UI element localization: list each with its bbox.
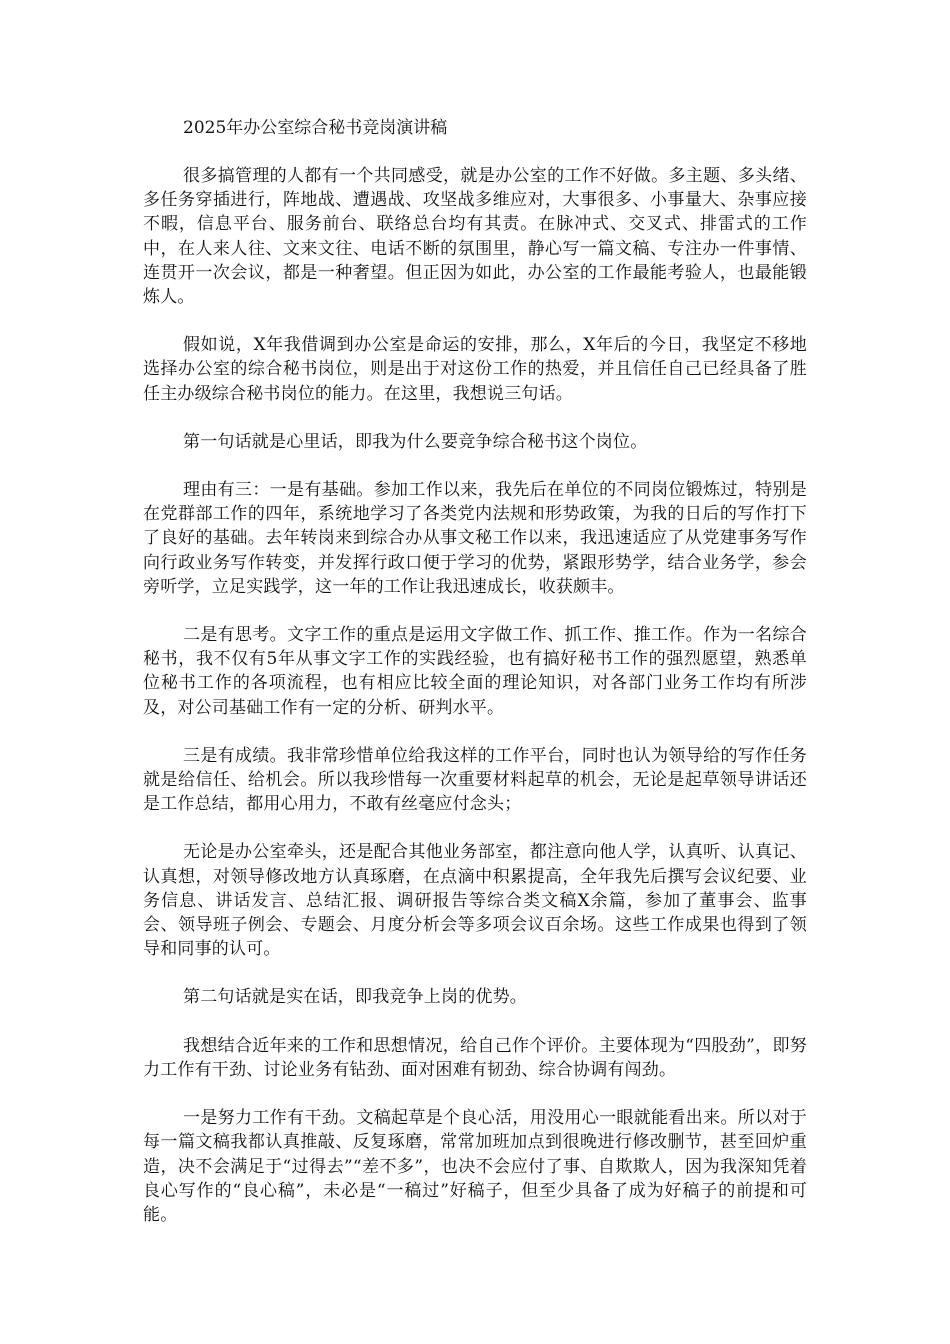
paragraph-choice: 假如说，X年我借调到办公室是命运的安排，那么，X年后的今日，我坚定不移地选择办公室的综合秘书岗位，则是出于对这份工作的热爱，并且信任自己已经具备了胜任主办级综合秘书岗位的能力。在这里，我想说三句话。 [143, 335, 807, 404]
paragraph-reason-achievement: 三是有成绩。我非常珍惜单位给我这样的工作平台，同时也认为领导给的写作任务就是给信任、给机会。所以我珍惜每一次重要材料起草的机会，无论是起草领导讲话还是工作总结，都用心用力，不敢有丝毫应付念头； [143, 745, 807, 815]
paragraph-first-point: 第一句话就是心里话，即我为什么要竞争综合秘书这个岗位。 [183, 431, 648, 452]
document-title: 2025年办公室综合秘书竞岗演讲稿 [183, 118, 448, 138]
paragraph-drive: 一是努力工作有干劲。文稿起草是个良心活，用没用心一眼就能看出来。所以对于每一篇文稿我都认真推敲、反复琢磨，常常加班加点到很晚进行修改删节，甚至回炉重造，决不会满足于“过得去”“差不多”，也决不会应付了事、自欺欺人，因为我深知凭着良心写作的“良心稿”，未必是“一稿过”好稿子，但至少具备了成为好稿子的前提和可能。 [143, 1108, 807, 1225]
paragraph-reason-thinking: 二是有思考。文字工作的重点是运用文字做工作、抓工作、推工作。作为一名综合秘书，我不仅有5年从事文字工作的实践经验，也有搞好秘书工作的强烈愿望，熟悉单位秘书工作的各项流程，也有相应比较全面的理论知识，对各部门业务工作均有所涉及，对公司基础工作有一定的分析、研判水平。 [143, 625, 807, 718]
paragraph-intro: 很多搞管理的人都有一个共同感受，就是办公室的工作不好做。多主题、多头绪、多任务穿插进行，阵地战、遭遇战、攻坚战多维应对，大事很多、小事量大、杂事应接不暇，信息平台、服务前台、联络总台均有其责。在脉冲式、交叉式、排雷式的工作中，在人来人往、文来文往、电话不断的氛围里，静心写一篇文稿、专注办一件事情、连贯开一次会议，都是一种奢望。但正因为如此，办公室的工作最能考验人，也最能锻炼人。 [143, 166, 807, 308]
document-body [143, 116, 807, 1251]
paragraph-achievement-detail: 无论是办公室牵头，还是配合其他业务部室，都注意向他人学，认真听、认真记、认真想，对领导修改地方认真琢磨，在点滴中积累提高，全年我先后撰写会议纪要、业务信息、讲话发言、总结汇报、调研报告等综合类文稿X余篇，参加了董事会、监事会、领导班子例会、专题会、月度分析会等多项会议百余场。这些工作成果也得到了领导和同事的认可。 [143, 842, 807, 960]
paragraph-self-evaluation: 我想结合近年来的工作和思想情况，给自己作个评价。主要体现为“四股劲”，即努力工作有干劲、讨论业务有钻劲、面对困难有韧劲、综合协调有闯劲。 [143, 1035, 807, 1080]
paragraph-reason-foundation: 理由有三：一是有基础。参加工作以来，我先后在单位的不同岗位锻炼过，特别是在党群部工作的四年，系统地学习了各类党内法规和形势政策，为我的日后的写作打下了良好的基础。去年转岗来到综合办从事文秘工作以来，我迅速适应了从党建事务写作向行政业务写作转变，并发挥行政口便于学习的优势，紧跟形势学，结合业务学，参会旁听学，立足实践学，这一年的工作让我迅速成长，收获颇丰。 [143, 480, 807, 597]
paragraph-second-point: 第二句话就是实在话，即我竞争上岗的优势。 [183, 987, 527, 1008]
